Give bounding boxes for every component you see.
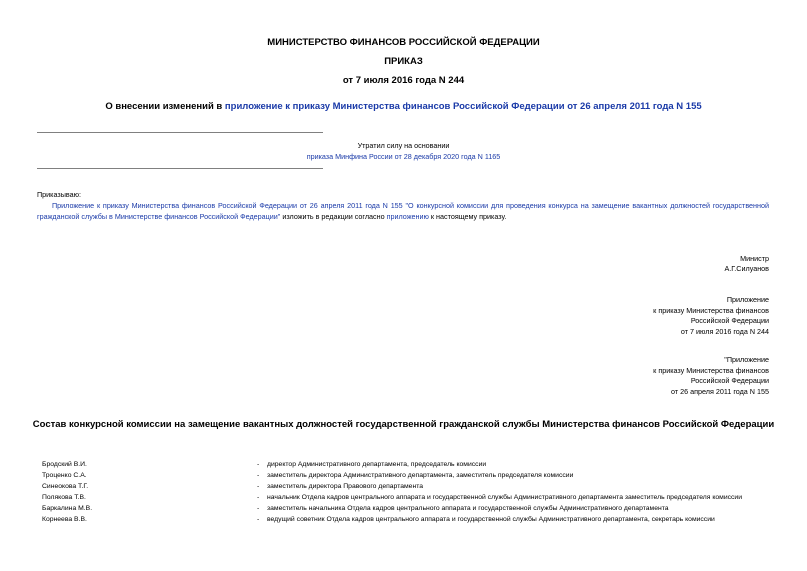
table-row <box>42 505 802 516</box>
member-name: Синеокова Т.Г. <box>42 483 89 490</box>
doc-type: ПРИКАЗ <box>384 56 423 67</box>
member-role: директор Административного департамента, председатель комиссии <box>267 461 487 468</box>
appendix-line-3: Российской Федерации <box>690 316 769 326</box>
subject-prefix: О внесении изменений в <box>105 101 225 112</box>
table-row <box>42 494 802 505</box>
order-intro: Приказываю: <box>37 190 81 199</box>
member-name: Полякова Т.В. <box>42 494 86 501</box>
member-role: заместитель директора Правового департамента <box>267 483 424 490</box>
member-dash: - <box>257 472 260 479</box>
order-text: изложить в редакции согласно <box>280 211 387 221</box>
status-link[interactable]: приказа Минфина России от 28 декабря 2020 года N 1165 <box>306 152 501 161</box>
order-link-annex[interactable]: приложению <box>386 211 429 221</box>
table-row <box>42 461 802 472</box>
member-role: заместитель начальника Отдела кадров центрального аппарата и государственной службы Административного департамента <box>267 505 669 512</box>
signature-title: Министр <box>740 254 769 263</box>
member-name: Корнеева В.В. <box>42 516 87 523</box>
member-role: начальник Отдела кадров центрального аппарата и государственной службы Административного департамента заместитель председателя комиссии <box>267 494 743 501</box>
ministry-title: МИНИСТЕРСТВО ФИНАНСОВ РОССИЙСКОЙ ФЕДЕРАЦИИ <box>267 37 540 48</box>
order-link-appendix[interactable]: Приложение к приказу Министерства финансов Российской Федерации от 26 апреля 2011 года N 155 <box>52 201 403 210</box>
doc-date: от 7 июля 2016 года N 244 <box>342 75 465 86</box>
order-paragraph <box>37 201 769 222</box>
member-dash: - <box>257 483 260 490</box>
doc-subject <box>0 101 807 112</box>
member-role: заместитель директора Административного департамента, заместитель председателя комиссии <box>267 472 574 479</box>
member-role: ведущий советник Отдела кадров центрального аппарата и государственной службы Административного департамента, секретарь комиссии <box>267 516 715 523</box>
commission-table <box>42 461 802 531</box>
table-row <box>42 516 802 527</box>
appendix-line-1: Приложение <box>726 295 769 304</box>
order-link-title[interactable]: "О конкурсной комиссии для проведения конкурса на замещение вакантных должностей государственной гражданской службы в Министерстве финансов Российской Федерации" <box>37 201 769 221</box>
order-tail: к настоящему приказу. <box>428 211 507 221</box>
member-dash: - <box>257 505 260 512</box>
appendix-block <box>569 295 769 337</box>
divider-top <box>37 132 323 133</box>
member-dash: - <box>257 516 260 523</box>
member-name: Троценко С.А. <box>42 472 87 479</box>
divider-bottom <box>37 168 323 169</box>
table-row <box>42 472 802 483</box>
appendix-old-line-4: от 26 апреля 2011 года N 155 <box>671 386 769 396</box>
status-note: Утратил силу на основании <box>357 141 450 150</box>
appendix-line-4: от 7 июля 2016 года N 244 <box>680 326 769 336</box>
member-name: Бродский В.И. <box>42 461 87 468</box>
signature-name: А.Г.Силуанов <box>724 264 769 273</box>
appendix-line-2: к приказу Министерства финансов <box>653 305 769 315</box>
member-name: Баркалина М.В. <box>42 505 93 512</box>
appendix-old-line-1: "Приложение <box>724 355 769 364</box>
table-row <box>42 483 802 494</box>
commission-title: Состав конкурсной комиссии на замещение вакантных должностей государственной гражданской службы Министерства финансов Российской Федерации <box>32 419 775 430</box>
appendix-old-line-3: Российской Федерации <box>690 376 769 386</box>
member-dash: - <box>257 461 260 468</box>
member-dash: - <box>257 494 260 501</box>
appendix-old-block <box>569 355 769 397</box>
appendix-old-line-2: к приказу Министерства финансов <box>653 365 769 375</box>
subject-link[interactable]: приложение к приказу Министерства финансов Российской Федерации от 26 апреля 2011 года N 155 <box>224 101 702 112</box>
